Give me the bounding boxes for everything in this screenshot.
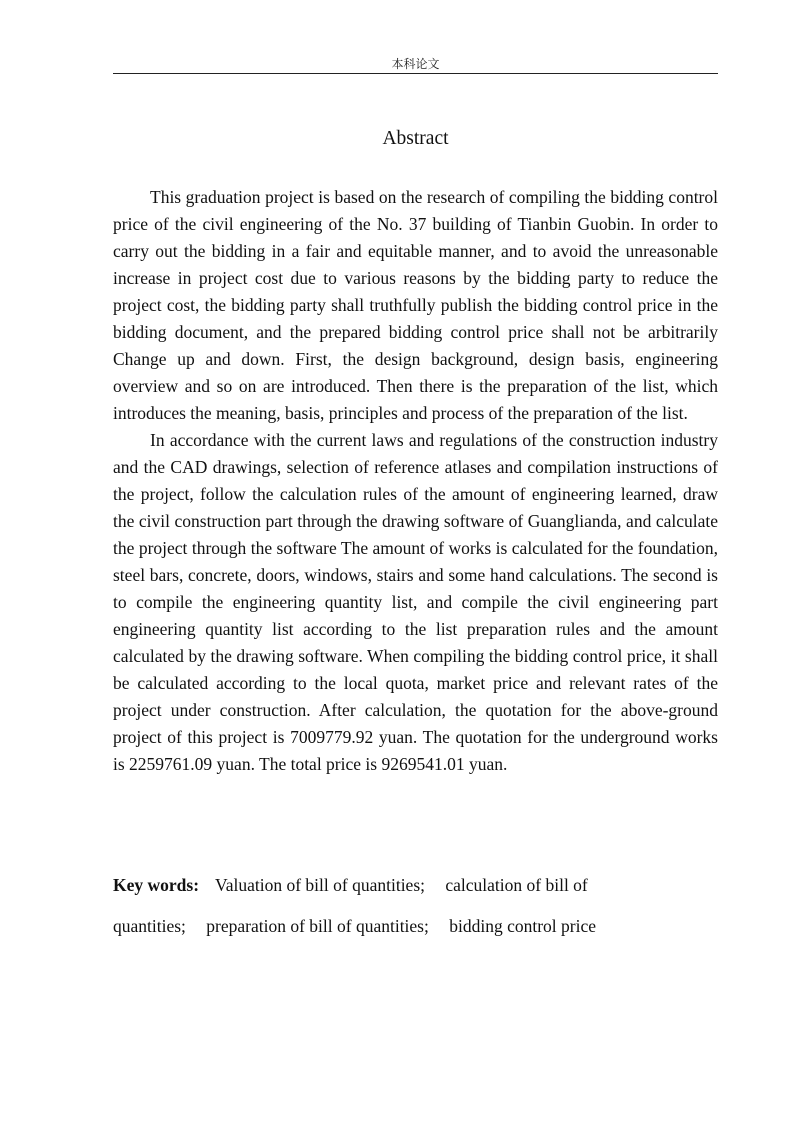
abstract-title: Abstract [382,128,449,149]
running-title: 本科论文 [391,57,440,71]
keyword-item: preparation of bill of quantities; [206,916,429,936]
page-header [113,57,718,74]
abstract-paragraph-2: In accordance with the current laws and regulations of the construction industry and the CAD drawings, selection of reference atlases and compilation instructions of the project, follow the calculation rules of the amount of engineering learned, draw the civil construction part through the drawing software of Guanglianda, and calculate the project through the software The amount of works is calculated for the foundation, steel bars, concrete, doors, windows, stairs and some hand calculations. The second is to compile the engineering quantity list, and compile the civil engineering part engineering quantity list according to the list preparation rules and the amount calculated by the drawing software. When compiling the bidding control price, it shall be calculated according to the local quota, market price and relevant rates of the project under construction. After calculation, the quotation for the above-ground project of this project is 7009779.92 yuan. The quotation for the underground works is 2259761.09 yuan. The total price is 9269541.01 yuan. [113,430,718,774]
abstract-paragraph-1: This graduation project is based on the research of compiling the bidding control price of the civil engineering of the No. 37 building of Tianbin Guobin. In order to carry out the bidding in a fair and equitable manner, and to avoid the unreasonable increase in project cost due to various reasons by the bidding party to reduce the project cost, the bidding party shall truthfully publish the bidding control price in the bidding document, and the prepared bidding control price shall not be arbitrarily Change up and down. First, the design background, design basis, engineering overview and so on are introduced. Then there is the preparation of the list, which introduces the meaning, basis, principles and process of the preparation of the list. [113,187,718,423]
keyword-item: Valuation of bill of quantities; [215,875,425,895]
keywords-label: Key words: [113,875,200,895]
keywords-section [113,865,643,947]
keyword-item: calculation of bill of quantities; [113,875,588,936]
keyword-item: bidding control price [449,916,597,936]
abstract-body [113,184,718,778]
